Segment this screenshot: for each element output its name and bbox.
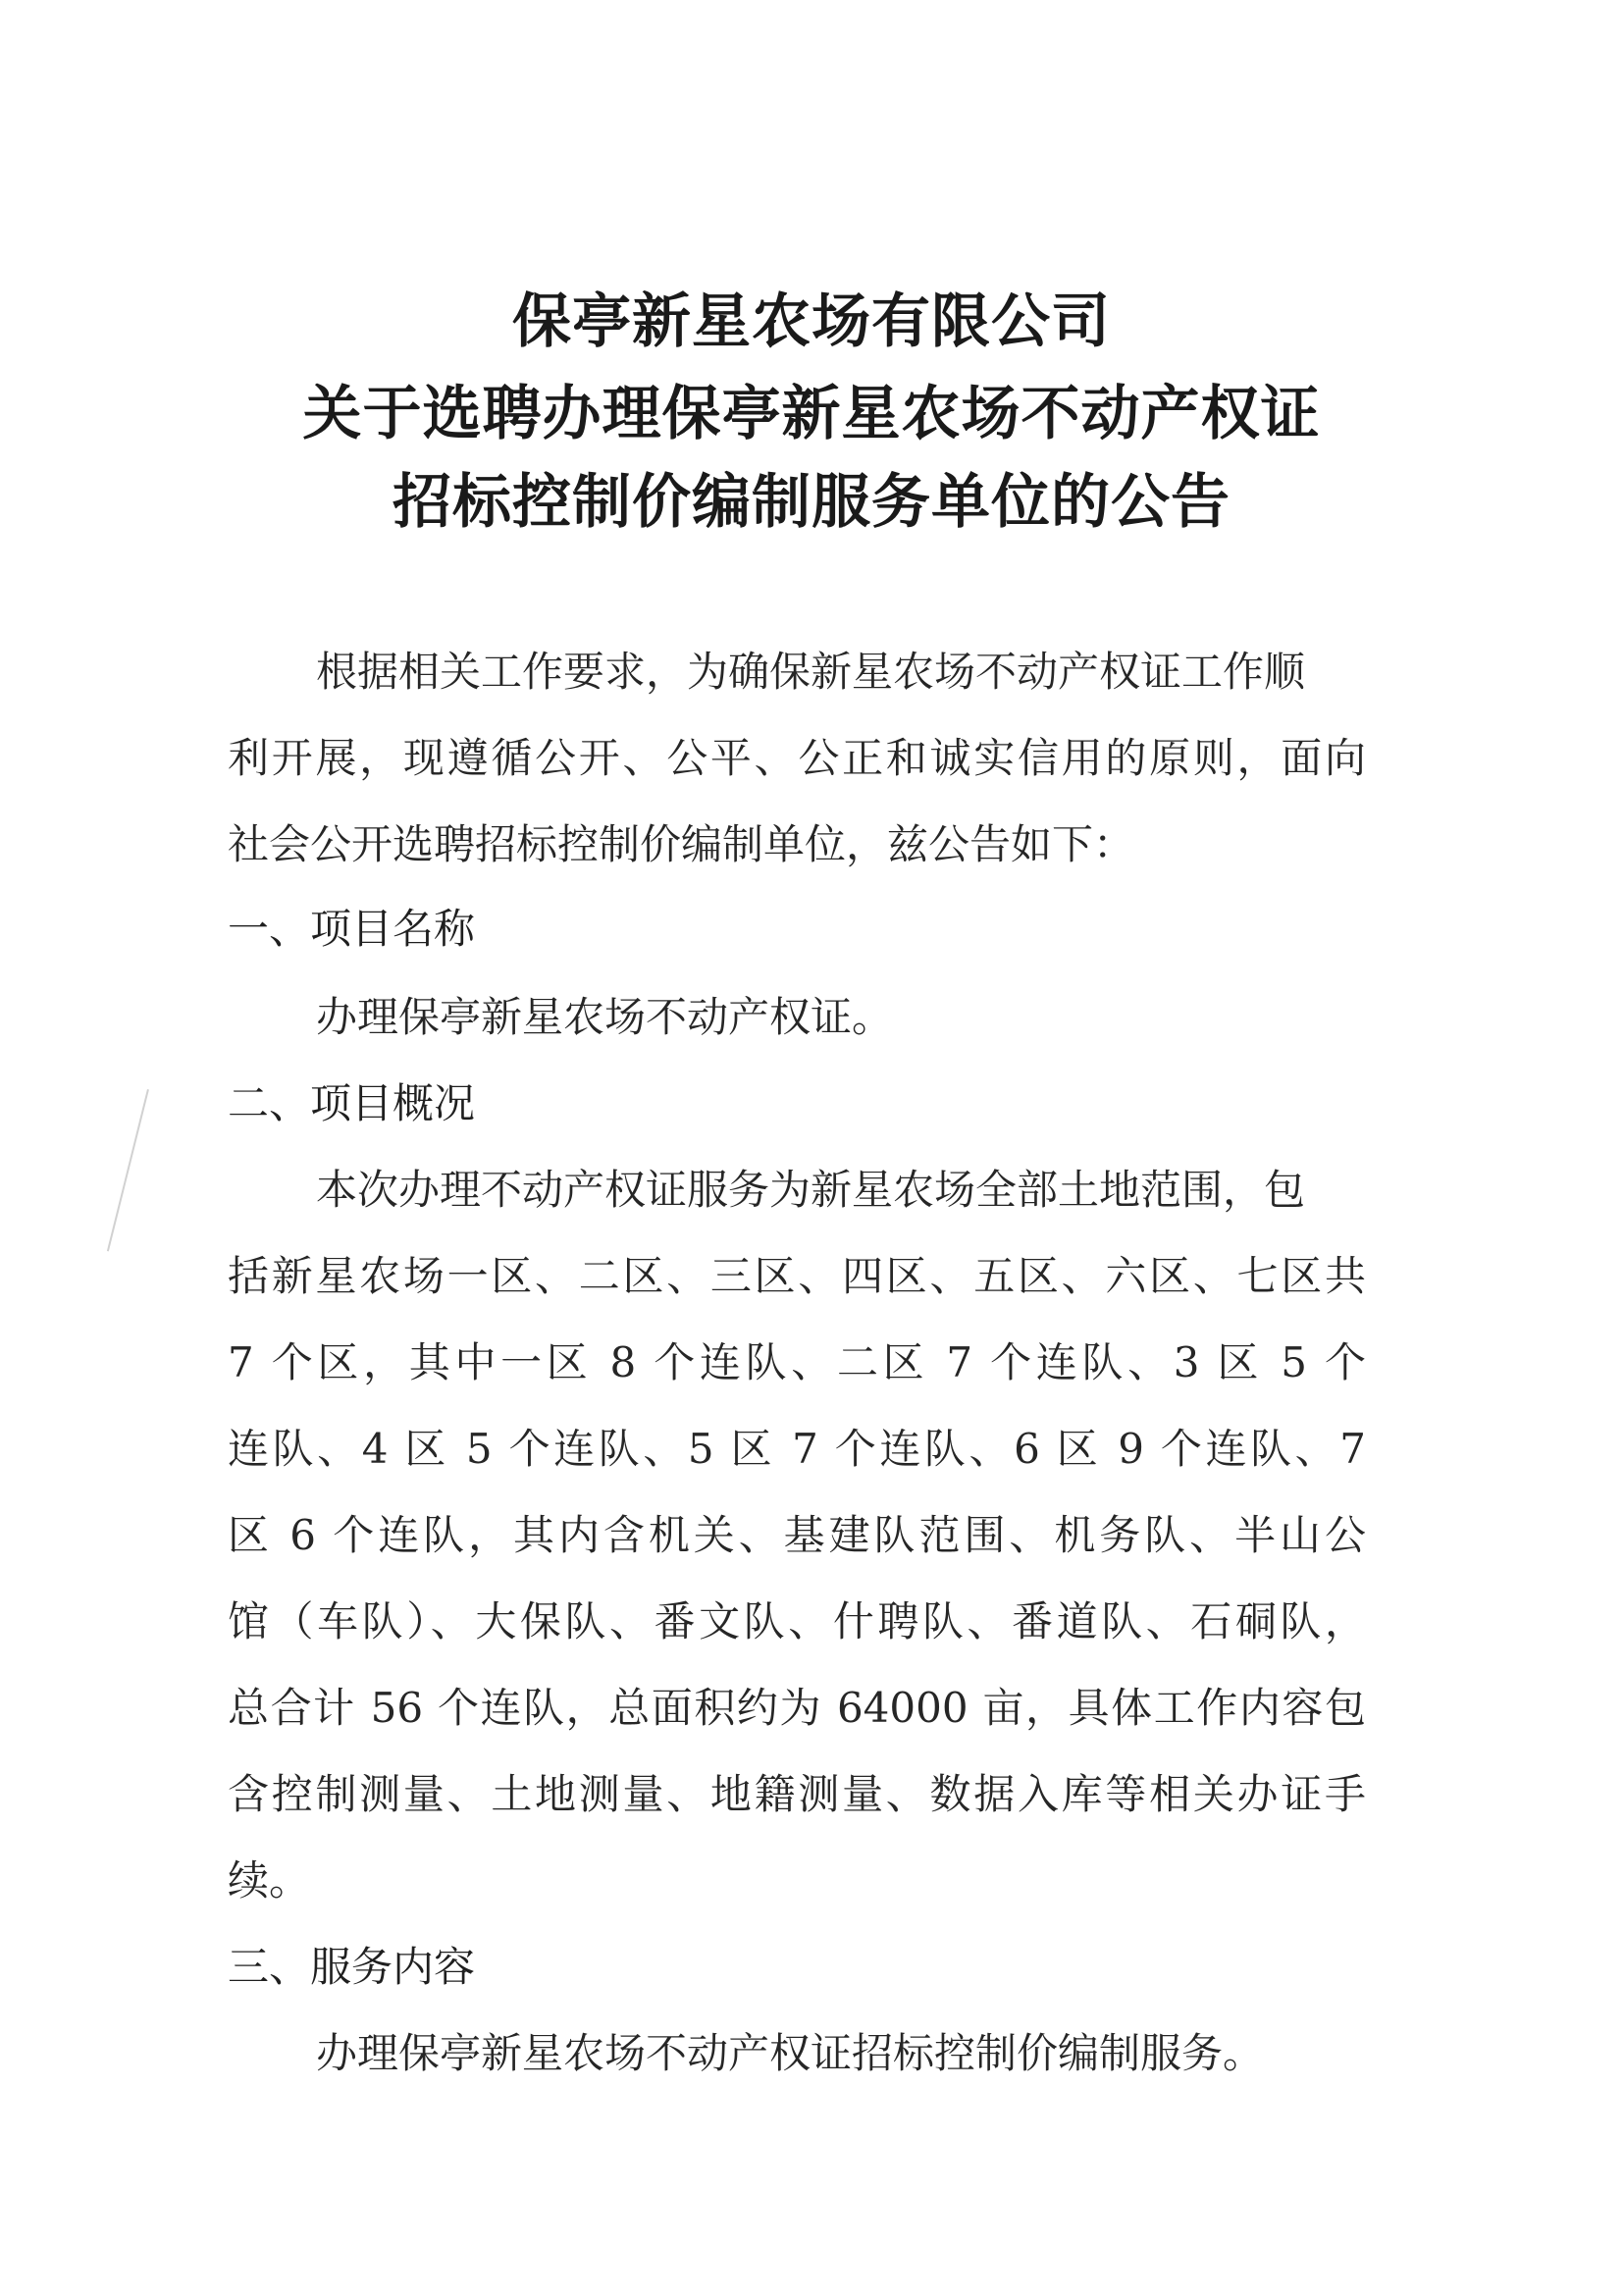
section-2-line-5: 区 6 个连队，其内含机关、基建队范围、机务队、半山公 — [228, 1511, 1366, 1559]
section-2-line-4: 连队、4 区 5 个连队、5 区 7 个连队、6 区 9 个连队、7 — [228, 1425, 1366, 1473]
section-2-line-7: 总合计 56 个连队，总面积约为 64000 亩，具体工作内容包 — [228, 1684, 1366, 1732]
intro-line-3: 社会公开选聘招标控制价编制单位，兹公告如下： — [228, 820, 1135, 868]
section-1-heading: 一、项目名称 — [228, 905, 476, 953]
section-2-line-3: 7 个区，其中一区 8 个连队、二区 7 个连队、3 区 5 个 — [228, 1338, 1366, 1386]
scan-margin-mark — [107, 1089, 149, 1251]
title-service: 招标控制价编制服务单位的公告 — [393, 468, 1230, 537]
intro-line-1: 根据相关工作要求，为确保新星农场不动产权证工作顺 — [316, 648, 1306, 696]
section-2-line-8: 含控制测量、土地测量、地籍测量、数据入库等相关办证手 — [228, 1770, 1366, 1818]
section-3-heading: 三、服务内容 — [228, 1943, 476, 1991]
section-2-line-6: 馆（车队）、大保队、番文队、什聘队、番道队、石硐队， — [228, 1597, 1366, 1645]
section-2-line-1: 本次办理不动产权证服务为新星农场全部土地范围，包 — [316, 1166, 1306, 1214]
section-3-line-1: 办理保亭新星农场不动产权证招标控制价编制服务。 — [316, 2029, 1265, 2077]
title-company: 保亭新星农场有限公司 — [512, 287, 1111, 356]
section-2-heading: 二、项目概况 — [228, 1079, 476, 1127]
section-1-line-1: 办理保亭新星农场不动产权证。 — [316, 993, 894, 1041]
section-2-line-9: 续。 — [228, 1856, 311, 1905]
section-2-line-2: 括新星农场一区、二区、三区、四区、五区、六区、七区共 — [228, 1252, 1366, 1300]
intro-line-2: 利开展，现遵循公开、公平、公正和诚实信用的原则，面向 — [228, 734, 1366, 782]
title-subject: 关于选聘办理保亭新星农场不动产权证 — [302, 380, 1321, 448]
